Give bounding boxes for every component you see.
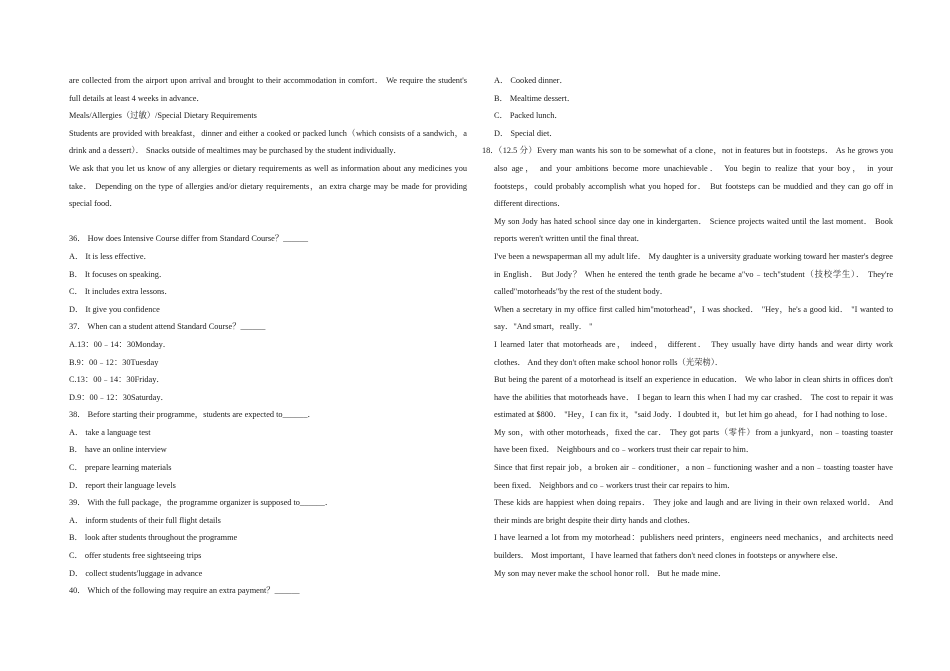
passage-line: in English． But Jody？ When he entered the tenth grade he became a"vo﹣tech"student（技校学生）． They're [494,269,893,279]
question-18-first-line [482,142,893,160]
question-38-option-d[interactable]: D． report their language levels [69,480,176,490]
left-column [69,72,467,600]
question-36-option-a[interactable]: A． It is less effective． [69,251,152,261]
spacer [69,213,467,231]
question-38-option-a[interactable]: A． take a language test [69,427,151,437]
question-36-option-b[interactable]: B． It focuses on speaking． [69,269,168,279]
question-40-option-a[interactable]: A． Cooked dinner． [494,76,568,85]
intro-line: special food． [69,199,118,209]
passage-line: I have learned a lot from my motorhead：publishers need printers，engineers need mechanics，and architects need [494,533,893,543]
passage-line: say．"And smart，really． " [494,322,593,332]
passage-line: My son，with other motorheads，fixed the car． They got parts（零件）from a junkyard，non﹣toasting toaster [494,427,893,437]
passage-line: I've been a newspaperman all my adult life． My daughter is a university graduate working toward her master's degree [494,251,893,261]
question-38-option-b[interactable]: B． have an online interview [69,445,167,455]
question-39-option-a[interactable]: A． inform students of their full flight details [69,515,221,525]
question-18-first-line-text: （12.5 分）Every man wants his son to be somewhat of a clone，not in features but in footsteps． As he grows you [494,146,893,156]
passage-line: called"motorheads"by the rest of the student body． [494,287,669,297]
passage-line: My son Jody has hated school since day one in kindergarten． Science projects waited until the last moment． Book [494,216,893,226]
question-36-option-c[interactable]: C． It includes extra lessons． [69,287,173,297]
question-40-option-c[interactable]: C． Packed lunch． [494,111,563,121]
intro-line: We ask that you let us know of any allergies or dietary requirements as well as information about any medicines you [69,163,467,173]
question-37-stem: 37． When can a student attend Standard Course？______ [69,322,266,332]
intro-line: full details at least 4 weeks in advance． [69,93,205,103]
question-39-stem: 39． With the full package，the programme organizer is supposed to______． [69,498,334,508]
question-37-option-a[interactable]: A.13：00﹣14：30Monday． [69,339,172,349]
right-column [482,72,893,582]
question-37-option-d[interactable]: D.9：00﹣12：30Saturday． [69,392,169,402]
passage-line: I learned later that motorheads are， indeed， different． They usually have dirty hands and wear dirty work [494,339,893,349]
passage-line: These kids are happiest when doing repairs． They joke and laugh and are living in their own relaxed world． And [494,498,893,508]
passage-line: estimated at $800． "Hey，I can fix it，"said Jody．I doubted it，but let him go ahead，for I had nothing to lose． [494,410,893,420]
question-39-option-c[interactable]: C． offer students free sightseeing trips [69,551,202,561]
question-40-option-d[interactable]: D． Special diet． [494,128,558,138]
passage-line: reports weren't written until the final threat． [494,234,645,244]
section-heading: Meals/Allergies（过敏）/Special Dietary Requirements [69,111,257,121]
question-36-stem: 36． How does Intensive Course differ from Standard Course？______ [69,234,309,244]
passage-line: have been fixed． Neighbours and co﹣workers trust their car repair to him． [494,445,755,455]
question-18-number: 18． [482,146,499,156]
passage-line: have the abilities that motorheads have． I began to learn this when I had my car crashed． The cost to repair it was [494,392,893,402]
passage-line: But being the parent of a motorhead is itself an experience in education． We who labor in clean shirts in offices don't [494,375,893,385]
passage-line: different directions． [494,199,566,209]
passage-line: also age， and your ambitions become more unachievable． You begin to realize that your boy， in your [494,163,893,173]
passage-line: When a secretary in my office first called him"motorhead"，I was shocked． "Hey，he's a good kid． "I wanted to [494,304,893,314]
question-40-stem: 40． Which of the following may require an extra payment？______ [69,586,300,596]
intro-line: are collected from the airport upon arrival and brought to their accommodation in comfort． We require the student's [69,76,467,85]
question-38-option-c[interactable]: C． prepare learning materials [69,463,172,473]
question-39-option-b[interactable]: B． look after students throughout the programme [69,533,238,543]
intro-line: drink and a dessert）． Snacks outside of mealtimes may be purchased by the student individually． [69,146,402,156]
question-39-option-d[interactable]: D． collect students'luggage in advance [69,568,203,578]
question-36-option-d[interactable]: D． It give you confidence [69,304,160,314]
intro-line: Students are provided with breakfast，dinner and either a cooked or packed lunch（which consists of a sandwich，a [69,128,467,138]
passage-line: footsteps，could probably accomplish what you hoped for． But footsteps can be muddied and they can go off in [494,181,893,191]
question-40-option-b[interactable]: B． Mealtime dessert． [494,93,576,103]
question-37-option-b[interactable]: B.9：00﹣12：30Tuesday [69,357,159,367]
passage-line: My son may never make the school honor roll． But he made mine． [494,568,727,578]
passage-line: their minds are bright despite their dirty hands and clothes． [494,515,696,525]
question-37-option-c[interactable]: C.13：00﹣14：30Friday． [69,375,165,385]
intro-line: take． Depending on the type of allergies and/or dietary requirements，an extra charge may be made for providing [69,181,467,191]
passage-line: clothes． And they don't often make school honor rolls（光荣榜）． [494,357,724,367]
passage-line: Since that first repair job，a broken air﹣conditioner，a non﹣functioning washer and a non﹣toasting toaster have [494,463,893,473]
question-38-stem: 38． Before starting their programme，students are expected to______． [69,410,316,420]
passage-line: been fixed． Neighbors and co﹣workers trust their car repairs to him． [494,480,736,490]
passage-line: builders． Most important，I have learned that fathers don't need clones in footsteps or anywhere else． [494,551,844,561]
